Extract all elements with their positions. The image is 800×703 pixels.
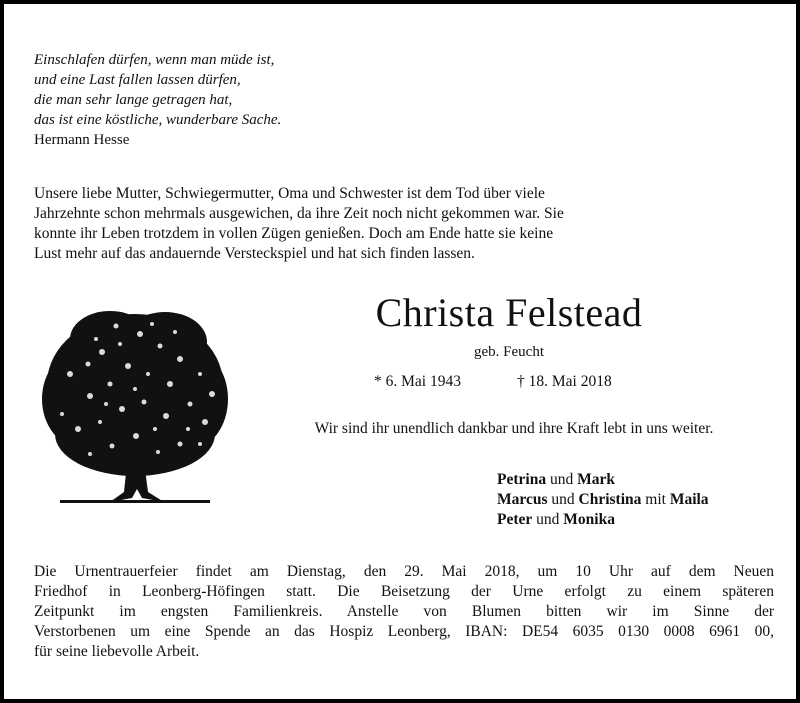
intro-line: Lust mehr auf das andauernde Versteckspiel und hat sich finden lassen.	[34, 245, 475, 262]
life-dates	[374, 373, 674, 391]
family-line	[497, 470, 709, 490]
deceased-name: Christa Felstead	[375, 290, 643, 335]
family-member: Peter	[497, 511, 533, 528]
birth-date: * 6. Mai 1943	[374, 373, 461, 390]
family-member: Mark	[577, 471, 615, 488]
poem-line: Einschlafen dürfen, wenn man müde ist,	[34, 52, 275, 68]
intro-paragraph	[34, 184, 774, 264]
family-line	[497, 510, 709, 530]
family-member: Maila	[669, 491, 709, 508]
poem-line: und eine Last fallen lassen dürfen,	[34, 72, 241, 88]
ceremony-line: für seine liebevolle Arbeit.	[34, 643, 200, 660]
intro-line: Jahrzehnte schon mehrmals ausgewichen, da ihre Zeit noch nicht gekommen war. Sie	[34, 205, 564, 222]
family-member: Petrina	[497, 471, 547, 488]
poem-quote	[34, 50, 281, 150]
family-line	[497, 490, 709, 510]
maiden-name: geb. Feucht	[474, 344, 544, 360]
conjunction: und	[532, 511, 564, 528]
family-member: Christina	[578, 491, 642, 508]
ceremony-line: Die Urnentrauerfeier findet am Dienstag, den 29. Mai 2018, um 10 Uhr auf dem Neuen	[34, 563, 774, 580]
ceremony-paragraph	[34, 562, 774, 662]
thanks-line: Wir sind ihr unendlich dankbar und ihre Kraft lebt in uns weiter.	[314, 420, 714, 437]
family-member: Monika	[563, 511, 615, 528]
conjunction: und	[547, 491, 579, 508]
ceremony-line: Friedhof in Leonberg-Höfingen statt. Die Beisetzung der Urne erfolgt zu einem späteren	[34, 583, 774, 600]
poem-author: Hermann Hesse	[34, 132, 130, 148]
tree-icon	[40, 304, 230, 509]
family-signatures	[497, 470, 709, 530]
ceremony-line: Zeitpunkt im engsten Familienkreis. Anstelle von Blumen bitten wir im Sinne der	[34, 603, 774, 620]
ceremony-line: Verstorbenen um eine Spende an das Hospiz Leonberg, IBAN: DE54 6035 0130 0008 6961 00,	[34, 623, 774, 640]
death-date: † 18. Mai 2018	[517, 373, 612, 390]
intro-line: konnte ihr Leben trotzdem in vollen Zügen genießen. Doch am Ende hatte sie keine	[34, 225, 554, 242]
family-member: Marcus	[497, 491, 548, 508]
conjunction: mit	[641, 491, 670, 508]
poem-line: das ist eine köstliche, wunderbare Sache.	[34, 112, 282, 128]
conjunction: und	[546, 471, 578, 488]
poem-line: die man sehr lange getragen hat,	[34, 92, 233, 108]
intro-line: Unsere liebe Mutter, Schwiegermutter, Oma und Schwester ist dem Tod über viele	[34, 185, 545, 202]
